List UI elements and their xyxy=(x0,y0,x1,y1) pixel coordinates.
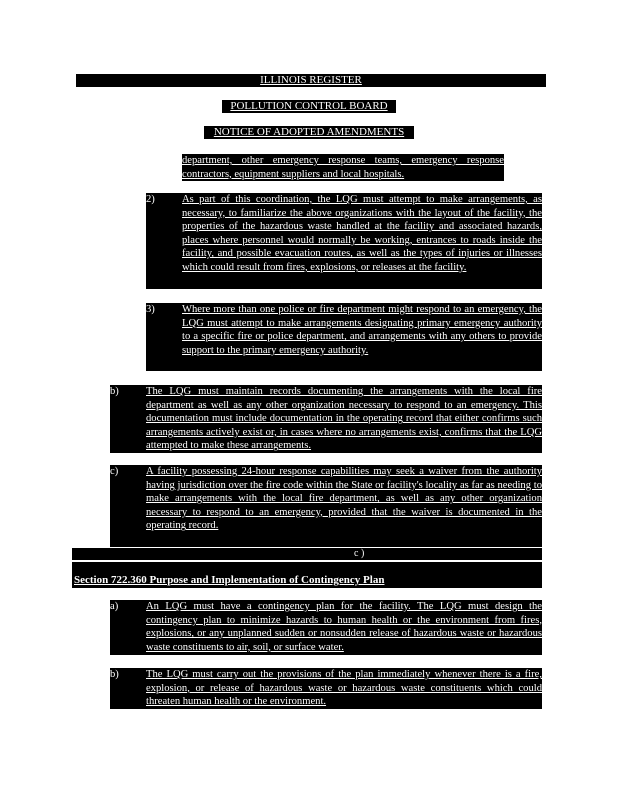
subsection-3 xyxy=(146,303,542,371)
section-item-b xyxy=(110,668,542,709)
continuation-paragraph xyxy=(182,154,504,181)
section-heading-bar xyxy=(72,562,542,588)
section-item-b-text: The LQG must carry out the provisions of the plan immediately whenever there is a fire, explosion, or release of hazardous waste or hazardous waste constituents which could threaten human health or the environment. xyxy=(146,669,542,708)
subsection-2 xyxy=(146,193,542,289)
section-item-a-text: An LQG must have a contingency plan for the facility. The LQG must design the contingency plan to minimize hazards to human health or the environment from fires, explosions, or any unplanned sudden or nonsudden release of hazardous waste or hazardous waste constituents to air, soil, or surface water. xyxy=(146,601,542,653)
subsection-3-text: Where more than one police or fire department might respond to an emergency, the LQG must attempt to make arrangements designating primary emergency authority to a specific fire or police department, and arrangements with any others to provide support to the primary emergency authority. xyxy=(182,304,542,356)
section-item-a-label: a) xyxy=(110,601,119,612)
source-note-fragment: c ) xyxy=(354,548,365,559)
subsection-3-label: 3) xyxy=(146,304,155,315)
continuation-text: department, other emergency response teams, emergency response contractors, equipment suppliers and local hospitals. xyxy=(182,155,504,180)
section-item-a xyxy=(110,600,542,655)
section-item-b-label: b) xyxy=(110,669,119,680)
subsection-b-text: The LQG must maintain records documenting the arrangements with the local fire department as well as any other organization necessary to respond to an emergency. This documentation must include documentation in the operating record that either confirms such arrangements actively exist or, in cases where no arrangements exist, confirms that the LQG attempted to make these arrangements. xyxy=(146,386,542,452)
subsection-c xyxy=(110,465,542,547)
notice-title: NOTICE OF ADOPTED AMENDMENTS xyxy=(204,126,414,139)
register-title: ILLINOIS REGISTER xyxy=(76,74,546,87)
subsection-c-label: c) xyxy=(110,466,119,477)
source-note-strip xyxy=(72,548,542,560)
subsection-b-label: b) xyxy=(110,386,119,397)
subsection-2-text: As part of this coordination, the LQG must attempt to make arrangements, as necessary, to familiarize the above organizations with the layout of the facility, the properties of the hazardous waste handled at the facility and associated hazards, places where personnel would normally be working, entrances to roads inside the facility, and possible evacuation routes, as well as the types of injuries or illnesses which could result from fires, explosions, or releases at the facility. xyxy=(182,194,542,273)
subsection-2-label: 2) xyxy=(146,194,155,205)
section-heading: Section 722.360 Purpose and Implementation of Contingency Plan xyxy=(74,574,385,586)
subsection-c-text: A facility possessing 24-hour response capabilities may seek a waiver from the authority having jurisdiction over the fire code within the State or facility's locality as far as needing to make arrangements with the local fire department, as well as any other organization necessary to respond to an emergency, provided that the waiver is documented in the operating record. xyxy=(146,466,542,532)
board-title: POLLUTION CONTROL BOARD xyxy=(222,100,396,113)
subsection-b xyxy=(110,385,542,453)
